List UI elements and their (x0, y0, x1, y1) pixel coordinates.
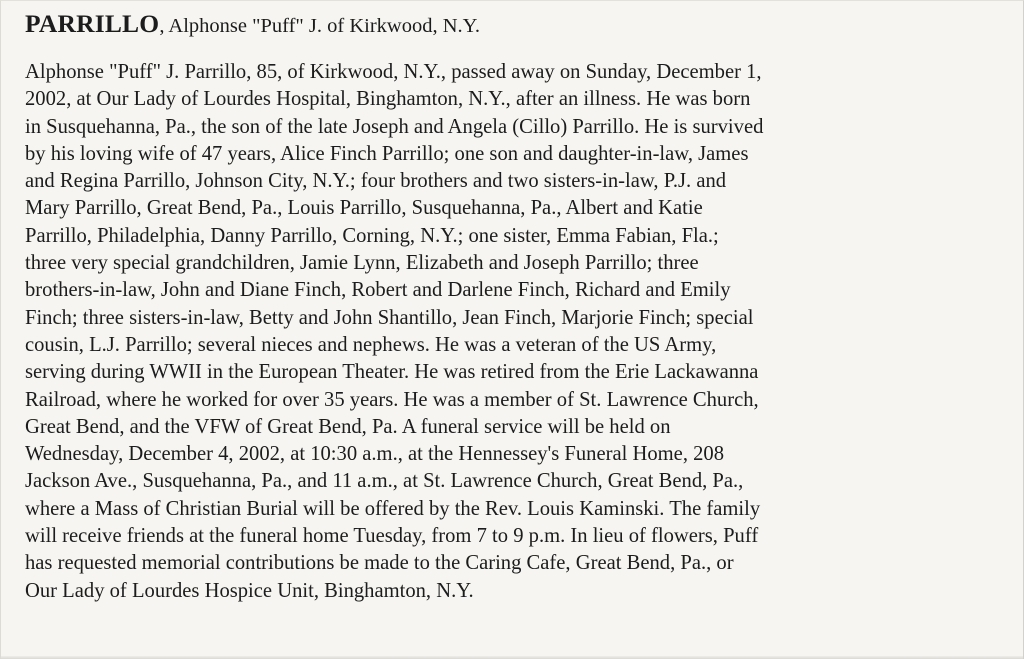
headline-surname: PARRILLO (25, 9, 160, 38)
obituary-headline (25, 6, 480, 41)
body-line: has requested memorial contributions be made to the Caring Cafe, Great Bend, Pa., or (25, 552, 734, 575)
body-line: Great Bend, and the VFW of Great Bend, Pa. A funeral service will be held on (25, 415, 671, 438)
body-line: in Susquehanna, Pa., the son of the late Joseph and Angela (Cillo) Parrillo. He is survived (25, 115, 764, 138)
body-line: and Regina Parrillo, Johnson City, N.Y.; four brothers and two sisters-in-law, P.J. and (25, 170, 727, 193)
body-line: Mary Parrillo, Great Bend, Pa., Louis Parrillo, Susquehanna, Pa., Albert and Katie (25, 197, 703, 220)
body-line: by his loving wife of 47 years, Alice Finch Parrillo; one son and daughter-in-law, James (25, 142, 749, 165)
body-line: brothers-in-law, John and Diane Finch, Robert and Darlene Finch, Richard and Emily (25, 279, 731, 302)
obituary-body (25, 59, 1015, 605)
body-line: Parrillo, Philadelphia, Danny Parrillo, Corning, N.Y.; one sister, Emma Fabian, Fla.; (25, 224, 719, 247)
body-line: cousin, L.J. Parrillo; several nieces and nephews. He was a veteran of the US Army, (25, 333, 717, 356)
body-line: three very special grandchildren, Jamie Lynn, Elizabeth and Joseph Parrillo; three (25, 252, 699, 275)
body-line: where a Mass of Christian Burial will be offered by the Rev. Louis Kaminski. The family (25, 497, 761, 520)
body-line: 2002, at Our Lady of Lourdes Hospital, Binghamton, N.Y., after an illness. He was born (25, 88, 751, 111)
body-line: Finch; three sisters-in-law, Betty and John Shantillo, Jean Finch, Marjorie Finch; special (25, 306, 754, 329)
headline-name-and-town: , Alphonse "Puff" J. of Kirkwood, N.Y. (159, 15, 480, 37)
body-line: Railroad, where he worked for over 35 years. He was a member of St. Lawrence Church, (25, 388, 759, 411)
body-line: Jackson Ave., Susquehanna, Pa., and 11 a.m., at St. Lawrence Church, Great Bend, Pa., (25, 470, 744, 493)
body-line: Our Lady of Lourdes Hospice Unit, Binghamton, N.Y. (25, 579, 474, 602)
body-line: serving during WWII in the European Theater. He was retired from the Erie Lackawanna (25, 361, 759, 384)
body-line: will receive friends at the funeral home Tuesday, from 7 to 9 p.m. In lieu of flowers, Puff (25, 525, 759, 548)
body-line: Alphonse "Puff" J. Parrillo, 85, of Kirkwood, N.Y., passed away on Sunday, December 1, (25, 61, 762, 83)
body-line: Wednesday, December 4, 2002, at 10:30 a.m., at the Hennessey's Funeral Home, 208 (25, 443, 724, 466)
